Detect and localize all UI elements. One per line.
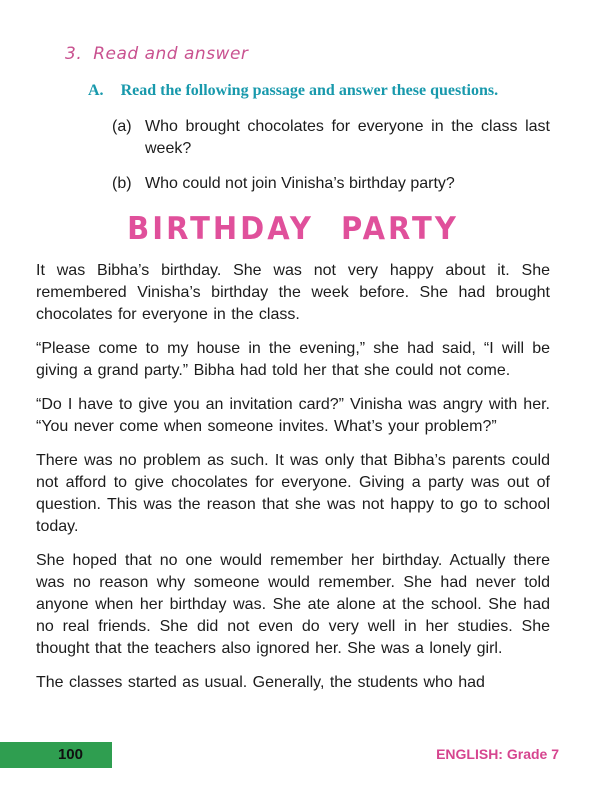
- question-a: [112, 116, 550, 160]
- passage-paragraph-5: She hoped that no one would remember her birthday. Actually there was no reason why someone would remember. She had never told anyone when her birthday was. She ate alone at the school. She had no real friends. She did not even do very well in her studies. She thought that the teachers also ignored her. She was a lonely girl.: [36, 552, 550, 657]
- section-instruction: Read the following passage and answer these questions.: [120, 82, 499, 99]
- exercise-title: Read and answer: [93, 44, 249, 64]
- question-b: [112, 173, 550, 195]
- question-b-marker: (b): [112, 175, 132, 192]
- exercise-heading: [65, 44, 550, 64]
- question-a-text: Who brought chocolates for everyone in the class last week?: [145, 118, 550, 157]
- book-label: ENGLISH: Grade 7: [436, 746, 559, 762]
- page-number-bar: [0, 742, 112, 768]
- question-b-text: Who could not join Vinisha’s birthday party?: [145, 175, 455, 192]
- passage-paragraph-4: There was no problem as such. It was only that Bibha’s parents could not afford to give chocolates for everyone. Giving a party was out of question. This was the reason that she was not happy to go to school today.: [36, 452, 550, 535]
- passage-title: BIRTHDAY PARTY: [127, 209, 459, 247]
- passage-paragraph-1: It was Bibha’s birthday. She was not very happy about it. She remembered Vinisha’s birthday the week before. She had brought chocolates for everyone in the class.: [36, 262, 550, 323]
- section-letter: A.: [88, 82, 104, 99]
- section-heading: [88, 82, 550, 100]
- page-number: 100: [57, 746, 83, 763]
- exercise-number: 3.: [65, 44, 83, 64]
- passage-paragraph-3: “Do I have to give you an invitation card?” Vinisha was angry with her. “You never come when someone invites. What’s your problem?”: [36, 396, 550, 435]
- passage-paragraph-6: The classes started as usual. Generally, the students who had: [36, 674, 485, 691]
- question-a-marker: (a): [112, 118, 132, 135]
- passage-paragraph-2: “Please come to my house in the evening,” she had said, “I will be giving a grand party.” Bibha had told her that she could not come.: [36, 340, 550, 379]
